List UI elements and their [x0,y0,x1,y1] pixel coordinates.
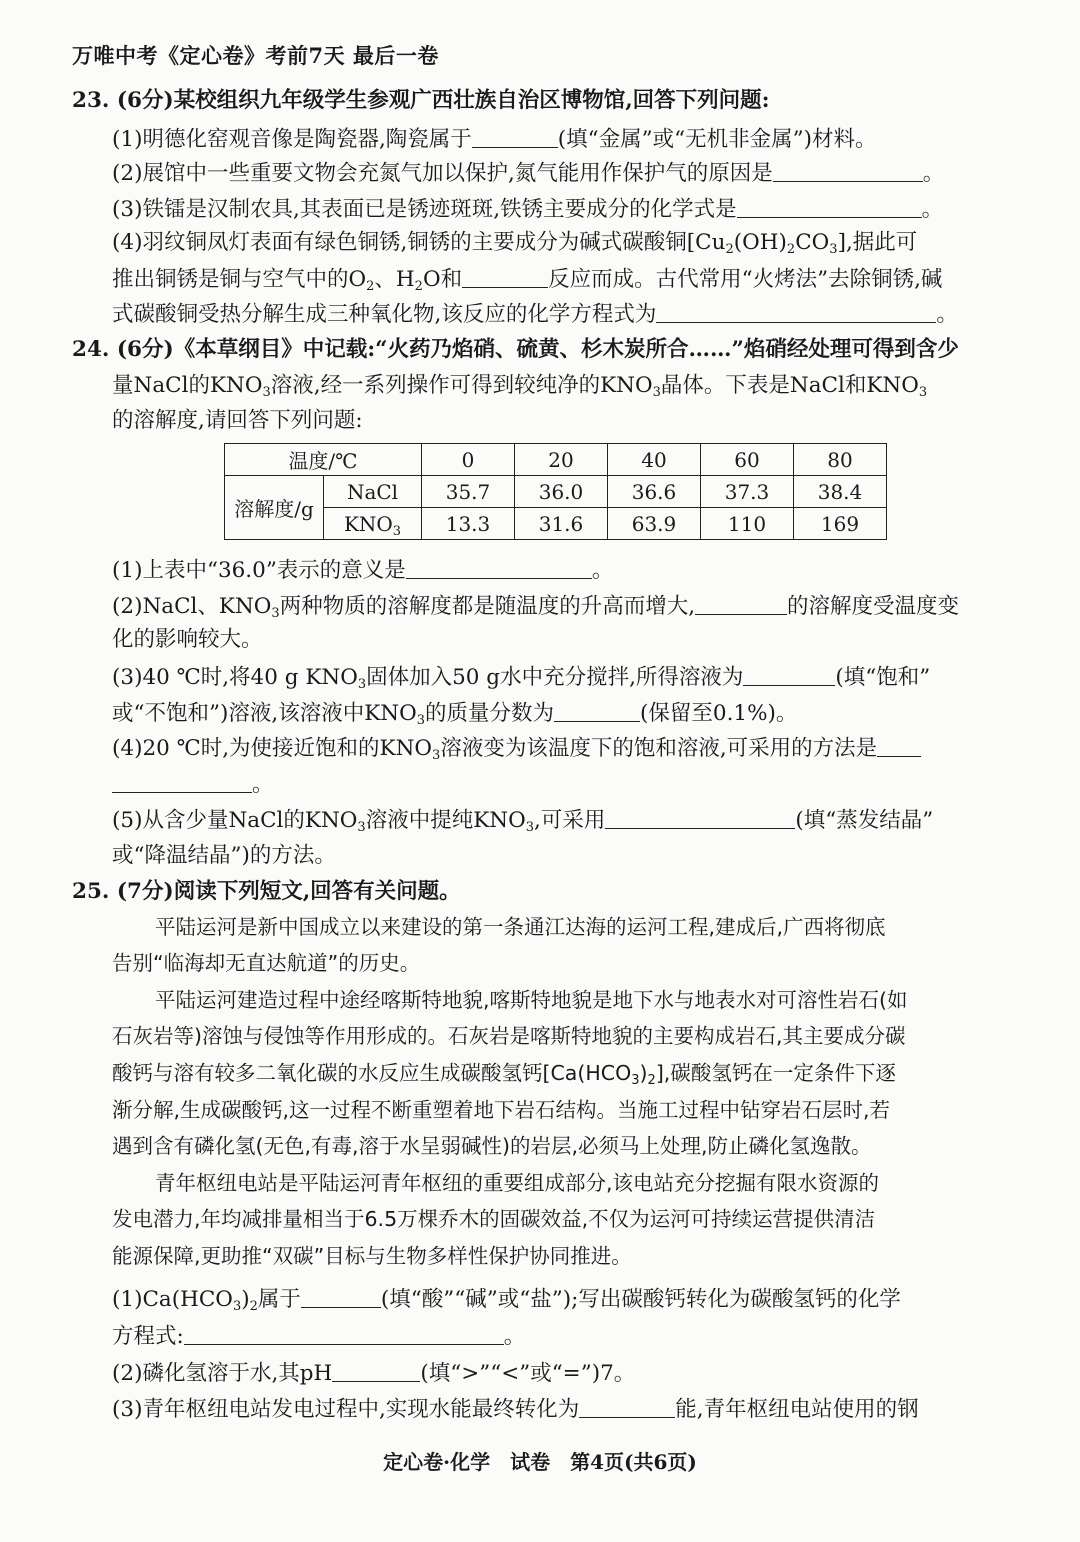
q25-passage-line: 告别“临海却无直达航道”的历史。 [112,951,421,975]
q23-part4-line3: 式碳酸铜受热分解生成三种氧化物,该反应的化学方程式为 。 [112,302,958,327]
answer-blank[interactable] [743,665,835,686]
q25-passage-line: 能源保障,更助推“双碳”目标与生物多样性保护协同推进。 [112,1244,632,1268]
q24-part4-line1: (4)20 ℃时,为使接近饱和的$KNO_3$溶液变为该温度下的饱和溶液,可采用的方法是 [112,736,921,760]
solubility-table [224,443,887,540]
answer-blank[interactable] [184,1324,504,1345]
q25-part3: (3)青年枢纽电站发电过程中,实现水能最终转化为 能,青年枢纽电站使用的钢 [112,1397,919,1422]
answer-blank[interactable] [301,1287,381,1308]
table-cell: 169 [794,508,887,540]
table-label-nacl: NaCl [324,476,422,508]
q23-part3: (3)铁镭是汉制农具,其表面已是锈迹斑斑,铁锈主要成分的化学式是 。 [112,197,944,222]
answer-blank[interactable] [406,558,592,579]
q25-passage-line: 青年枢纽电站是平陆运河青年枢纽的重要组成部分,该电站充分挖掘有限水资源的 [155,1171,880,1195]
q25-passage-line: 石灰岩等)溶蚀与侵蚀等作用形成的。石灰岩是喀斯特地貌的主要构成岩石,其主要成分碳 [112,1024,906,1048]
answer-blank[interactable] [112,772,252,793]
q24-part4-line2: 。 [112,772,274,796]
q24-stem-line3: 的溶解度,请回答下列问题: [112,408,363,433]
q24-stem-line1: 24. (6分)《本草纲目》中记载:“火药乃焰硝、硫黄、杉木炭所合……”焰硝经处理可得到含少 [72,337,959,362]
q23-part2: (2)展馆中一些重要文物会充氮气加以保护,氮气能用作保护气的原因是 。 [112,161,945,186]
answer-blank[interactable] [462,267,548,288]
table-header-solubility: 溶解度/g [225,476,324,540]
table-cell: 36.0 [515,476,608,508]
q25-stem: 25. (7分)阅读下列短文,回答有关问题。 [72,879,461,904]
answer-blank[interactable] [554,701,640,722]
q25-part1-line2: 方程式: 。 [112,1324,526,1349]
q25-passage-line: 渐分解,生成碳酸钙,这一过程不断重塑着地下岩石结构。当施工过程中钻穿岩石层时,若 [112,1098,891,1122]
q24-part1: (1)上表中“36.0”表示的意义是 。 [112,558,614,583]
q25-part2: (2)磷化氢溶于水,其pH (填“>”“<”或“=”)7。 [112,1361,636,1386]
q25-passage-line: 酸钙与溶有较多二氧化碳的水反应生成碳酸氢钙$[Ca(HCO_3)_2]$,碳酸氢钙在一定条件下逐 [112,1061,896,1088]
table-row [225,508,887,540]
answer-blank[interactable] [695,594,787,615]
q25-passage-line: 平陆运河建造过程中途经喀斯特地貌,喀斯特地貌是地下水与地表水对可溶性岩石(如 [155,988,908,1012]
table-label-kno3: $KNO_3$ [324,508,422,540]
table-cell: 13.3 [422,508,515,540]
q25-passage-line: 遇到含有磷化氢(无色,有毒,溶于水呈弱碱性)的岩层,必须马上处理,防止磷化氢逸散。 [112,1134,872,1158]
q23-part4-line1: (4)羽纹铜凤灯表面有绿色铜锈,铜锈的主要成分为碱式碳酸铜$[Cu_2(OH)_2CO_3]$,据此可 [112,230,918,257]
q25-passage-line: 发电潜力,年均减排量相当于6.5万棵乔木的固碳效益,不仅为运河可持续运营提供清洁 [112,1207,876,1231]
answer-blank[interactable] [472,127,558,148]
table-row [225,444,887,476]
table-cell: 37.3 [701,476,794,508]
page-header: 万唯中考《定心卷》考前7天 最后一卷 [72,43,439,68]
q23-part1: (1)明德化窑观音像是陶瓷器,陶瓷属于 (填“金属”或“无机非金属”)材料。 [112,127,877,152]
table-cell: 40 [608,444,701,476]
answer-blank[interactable] [773,161,923,182]
table-cell: 35.7 [422,476,515,508]
answer-blank[interactable] [737,197,922,218]
table-cell: 110 [701,508,794,540]
answer-blank[interactable] [877,736,921,757]
table-cell: 36.6 [608,476,701,508]
table-cell: 80 [794,444,887,476]
answer-blank[interactable] [605,808,795,829]
page-footer: 定心卷·化学 试卷 第4页(共6页) [383,1450,697,1474]
table-header-temperature: 温度/℃ [225,444,422,476]
answer-blank[interactable] [332,1361,420,1382]
q24-stem-line2: 量NaCl的$KNO_3$溶液,经一系列操作可得到较纯净的$KNO_3$晶体。下表是NaCl和$KNO_3$ [112,373,928,400]
q24-part5-line1: (5)从含少量NaCl的$KNO_3$溶液中提纯$KNO_3$,可采用 (填“蒸发结晶” [112,808,934,835]
q24-part3-line1: (3)40 ℃时,将40 g $KNO_3$固体加入50 g水中充分搅拌,所得溶液为 (填“饱和” [112,665,931,692]
q23-stem: 23. (6分)某校组织九年级学生参观广西壮族自治区博物馆,回答下列问题: [72,88,770,113]
q24-part5-line2: 或“降温结晶”)的方法。 [112,843,336,868]
table-row [225,476,887,508]
table-cell: 31.6 [515,508,608,540]
table-cell: 60 [701,444,794,476]
q24-part3-line2: 或“不饱和”)溶液,该溶液中$KNO_3$的质量分数为 (保留至0.1%)。 [112,701,798,728]
q24-part2-line1: (2)NaCl、$KNO_3$两种物质的溶解度都是随温度的升高而增大, 的溶解度受温度变 [112,594,960,621]
table-cell: 20 [515,444,608,476]
q25-part1-line1: $(1)Ca(HCO_3)_2$属于 (填“酸”“碱”或“盐”);写出碳酸钙转化为碳酸氢钙的化学 [112,1287,901,1314]
table-cell: 38.4 [794,476,887,508]
table-cell: 63.9 [608,508,701,540]
answer-blank[interactable] [579,1397,675,1418]
q23-part4-line2: 推出铜锈是铜与空气中的$O_2$、$H_2O$和 反应而成。古代常用“火烤法”去除铜锈,碱 [112,267,943,294]
q24-part2-line2: 化的影响较大。 [112,627,263,652]
table-cell: 0 [422,444,515,476]
q25-passage-line: 平陆运河是新中国成立以来建设的第一条通江达海的运河工程,建成后,广西将彻底 [155,915,886,939]
answer-blank[interactable] [656,302,936,323]
